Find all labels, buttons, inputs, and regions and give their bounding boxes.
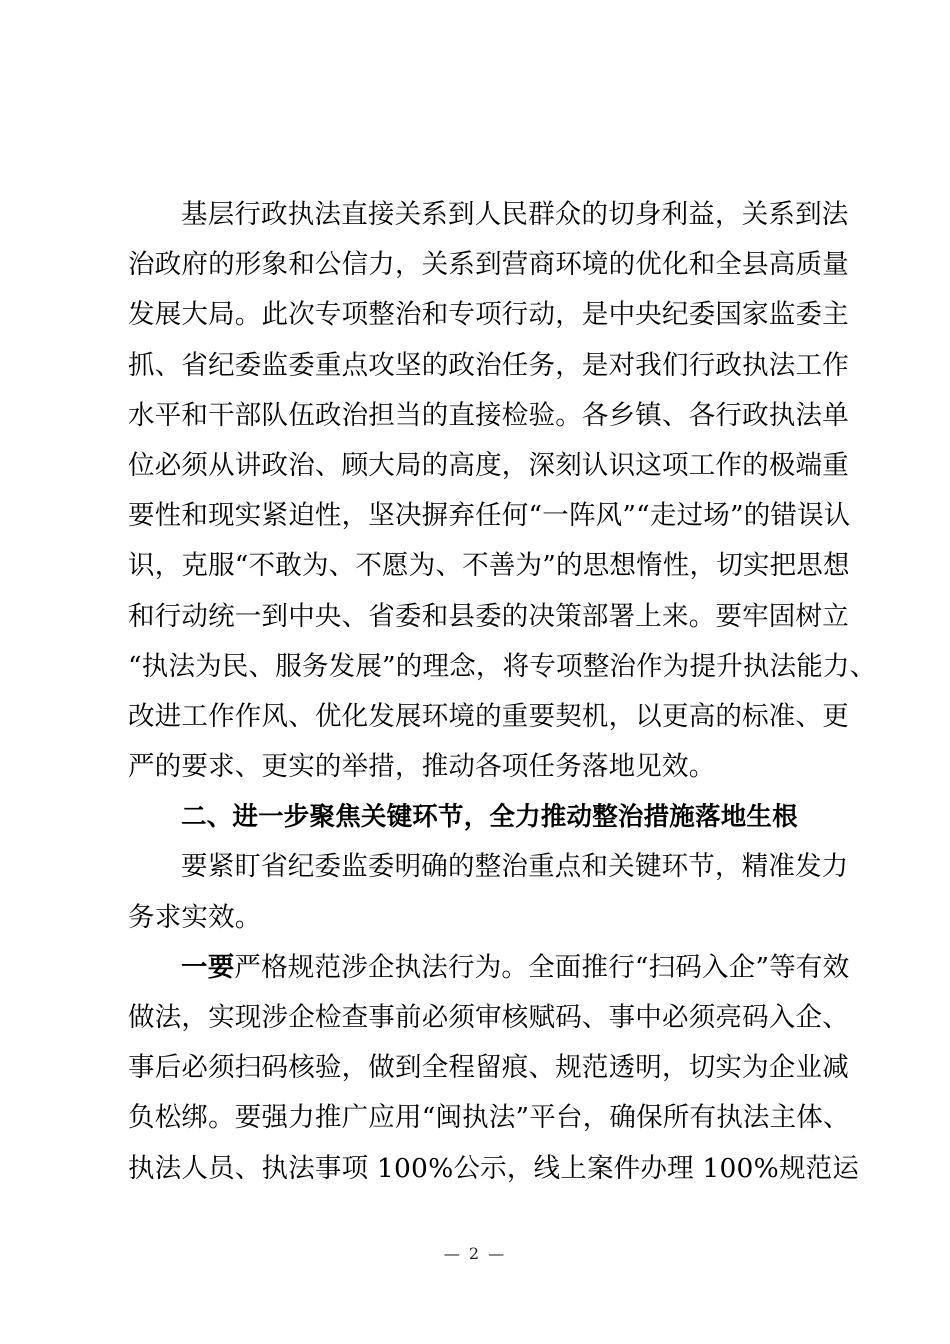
paragraph-2 bbox=[128, 842, 849, 942]
paragraph-line: 做法，实现涉企检查事前必须审核赋码、事中必须亮码入企、 bbox=[128, 1002, 849, 1033]
paragraph-line: 要性和现实紧迫性，坚决摒弃任何“一阵风”“走过场”的错误认 bbox=[128, 500, 851, 532]
paragraph-line: 严的要求、更实的举措，推动各项任务落地见效。 bbox=[128, 751, 716, 783]
document-body bbox=[128, 190, 877, 1194]
paragraph-line: 水平和干部队伍政治担当的直接检验。各乡镇、各行政执法单 bbox=[128, 399, 849, 431]
paragraph-3 bbox=[128, 943, 860, 1194]
paragraph-line: 和行动统一到中央、省委和县委的决策部署上来。要牢固树立 bbox=[128, 600, 849, 632]
paragraph-line: 负松绑。要强力推广应用“闽执法”平台，确保所有执法主体、 bbox=[128, 1102, 850, 1134]
section-heading: 二、进一步聚焦关键环节，全力推动整治措施落地生根 bbox=[181, 802, 798, 833]
paragraph-line: 务求实效。 bbox=[128, 901, 262, 933]
paragraph-line: 改进工作作风、优化发展环境的重要契机，以更高的标准、更 bbox=[128, 700, 849, 732]
paragraph-1 bbox=[128, 190, 877, 792]
paragraph-line: 位必须从讲政治、顾大局的高度，深刻认识这项工作的极端重 bbox=[128, 449, 849, 481]
paragraph-line: 识，克服“不敢为、不愿为、不善为”的思想惰性，切实把思想 bbox=[128, 550, 850, 582]
paragraph-line bbox=[128, 943, 850, 993]
paragraph-lead: 一要 bbox=[181, 951, 235, 983]
paragraph-line: 抓、省纪委监委重点攻坚的政治任务，是对我们行政执法工作 bbox=[128, 349, 849, 381]
page-number: — 2 — bbox=[443, 1244, 507, 1263]
paragraph-line: 治政府的形象和公信力，关系到营商环境的优化和全县高质量 bbox=[128, 249, 849, 281]
paragraph-line: 发展大局。此次专项整治和专项行动，是中央纪委国家监委主 bbox=[128, 299, 849, 331]
paragraph-line: 事后必须扫码核验，做到全程留痕、规范透明，切实为企业减 bbox=[128, 1052, 849, 1084]
paragraph-line: 执法人员、执法事项 100%公示，线上案件办理 100%规范运 bbox=[128, 1152, 860, 1184]
paragraph-line: 要紧盯省纪委监委明确的整治重点和关键环节，精准发力 bbox=[181, 851, 849, 883]
paragraph-line: 基层行政执法直接关系到人民群众的切身利益，关系到法 bbox=[181, 199, 849, 230]
paragraph-line-rest: 严格规范涉企执法行为。全面推行“扫码入企”等有效 bbox=[234, 951, 850, 983]
paragraph-line: “执法为民、服务发展”的理念，将专项整治作为提升执法能力、 bbox=[128, 650, 877, 682]
